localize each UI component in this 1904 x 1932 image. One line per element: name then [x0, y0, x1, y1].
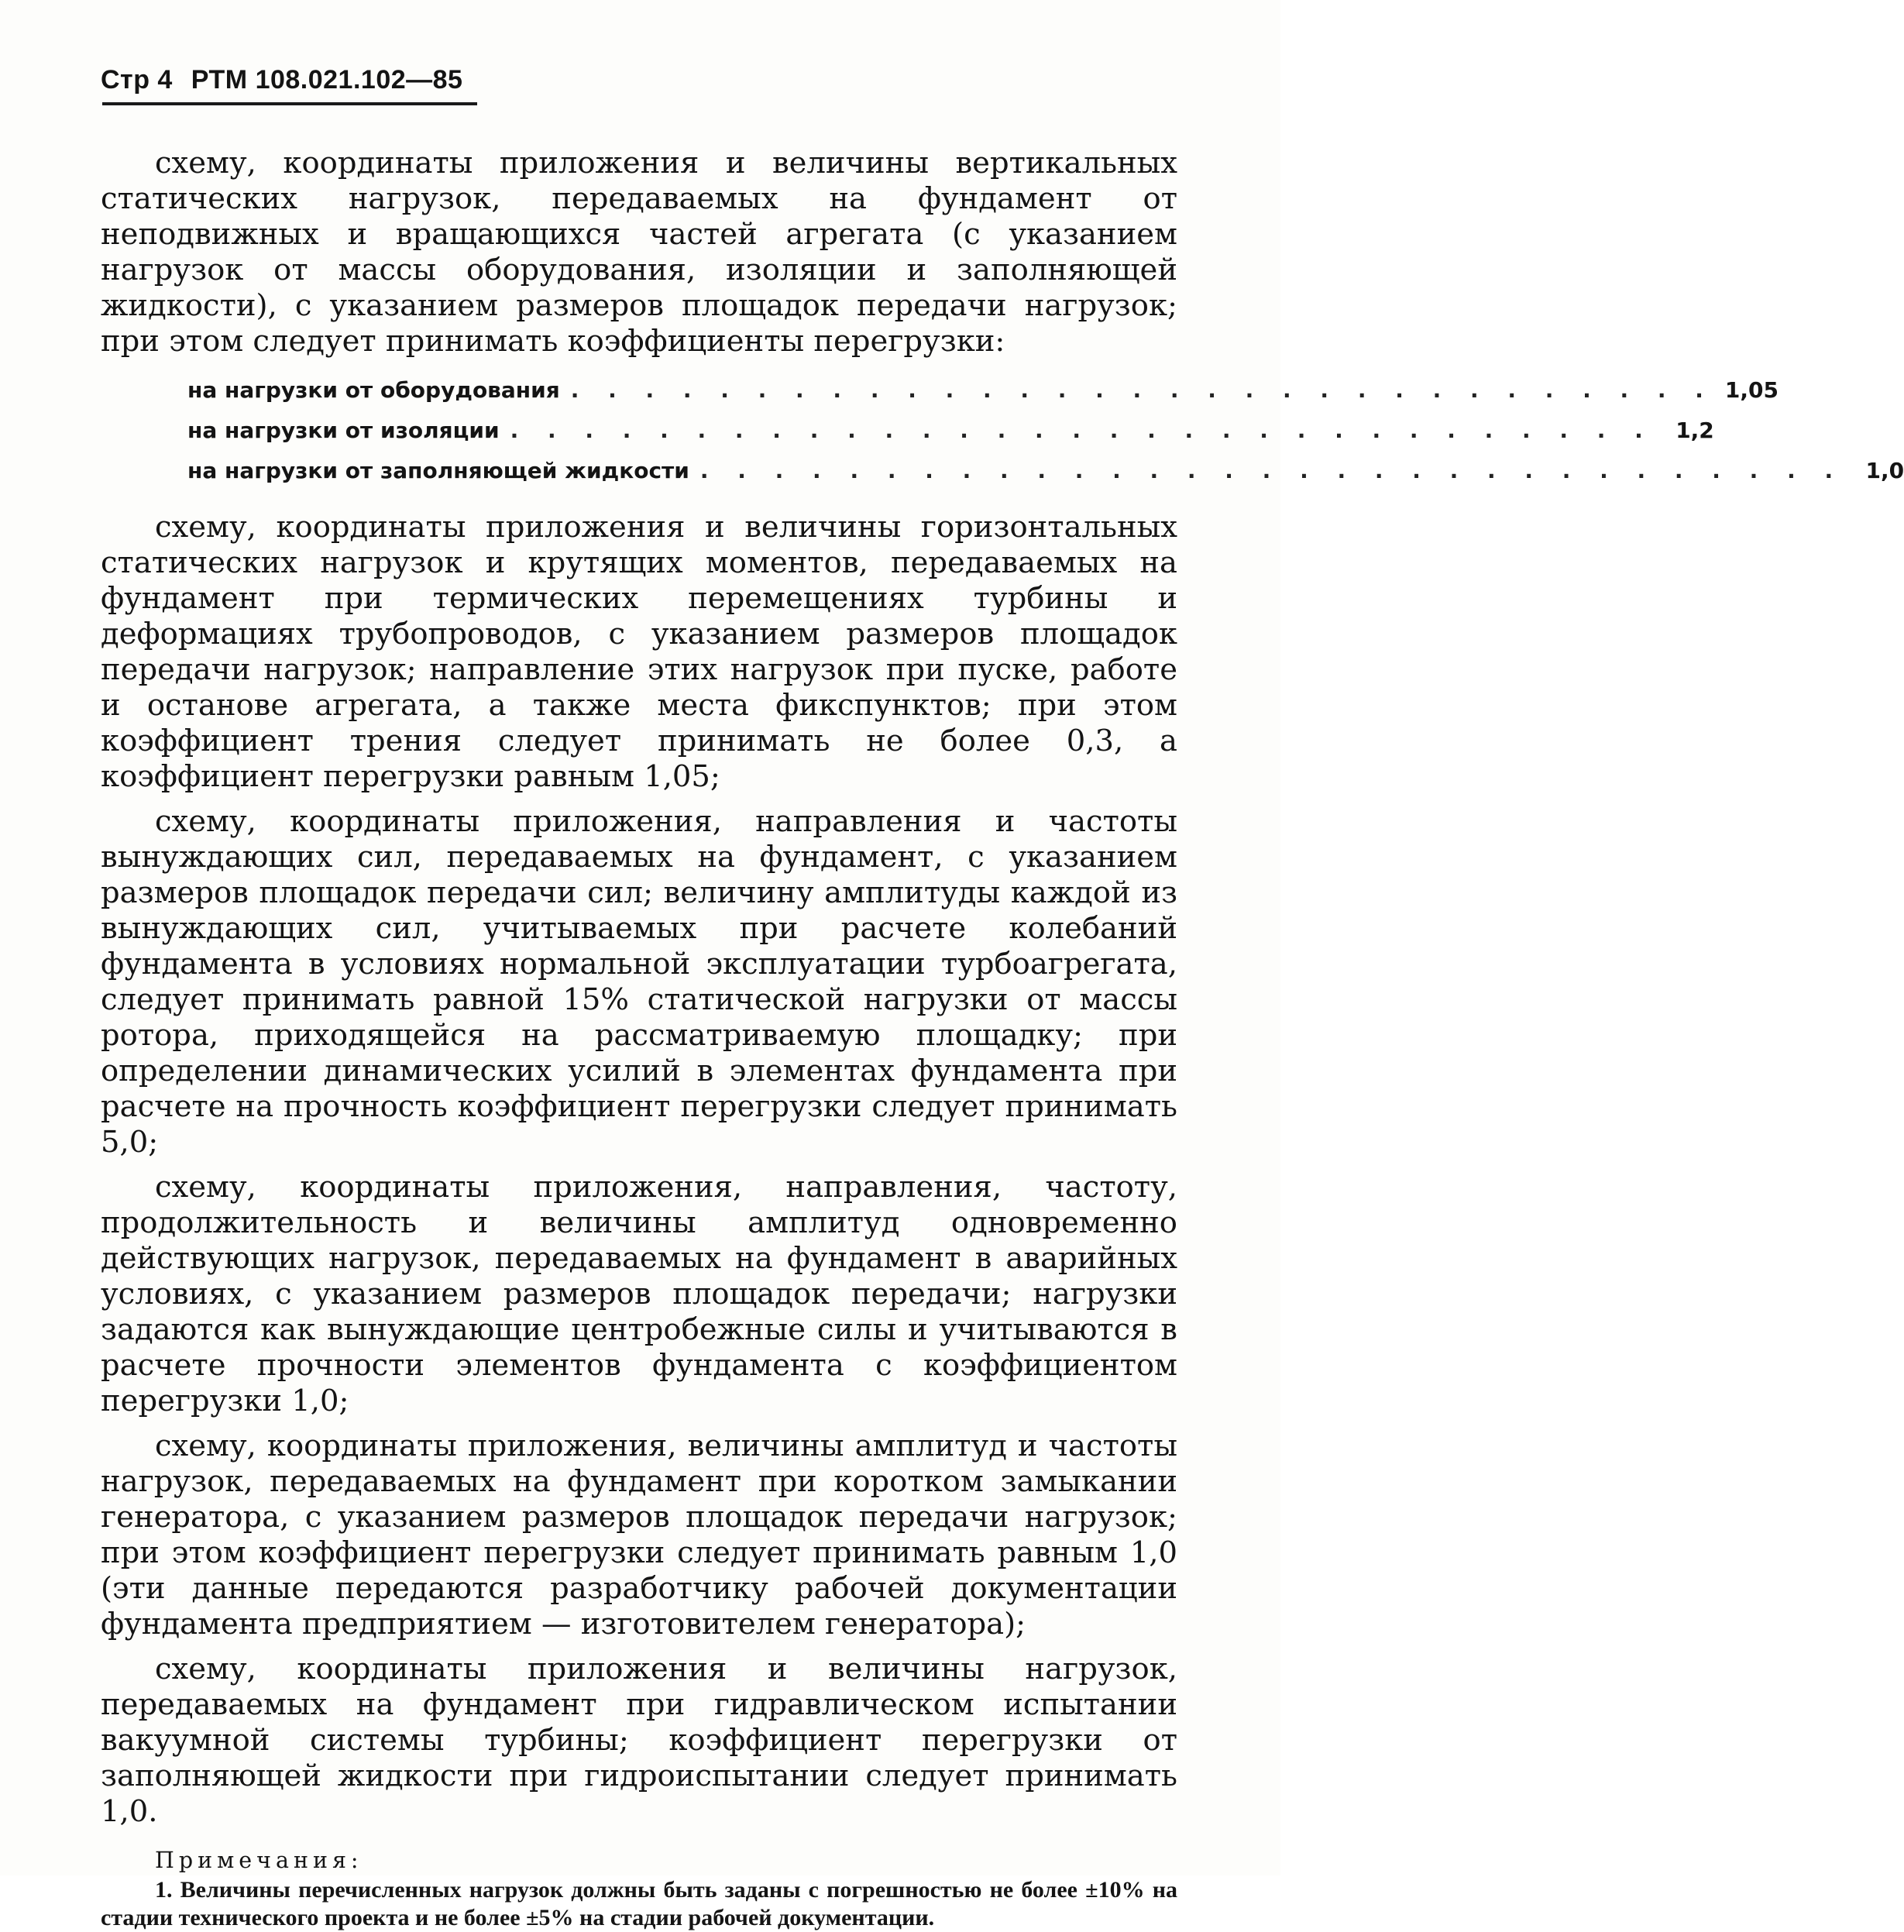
dot-leader: . . . . . . . . . . . . . . . . . . . . . . . . . . . . . . . [510, 418, 1654, 443]
paragraph-emergency-loads: схему, координаты приложения, направления, частоту, продолжительность и величины амплитуд одновременно действующих нагрузок, передаваемых на фундамент в аварийных условиях, с указанием размеров площадок передачи; нагрузки задаются как вынуждающие центробежные силы и учитываются в расчете прочности элементов фундамента с коэффициентом перегрузки 1,0; [101, 1170, 1177, 1418]
document-body [101, 146, 1904, 1932]
note-item: 1. Величины перечисленных нагрузок должны быть заданы с погрешностью не более ±10% на стадии технического проекта и не более ±5% на стадии рабочей документации. [101, 1877, 1177, 1930]
coefficient-label: на нагрузки от оборудования [187, 377, 560, 403]
overload-coefficient-list [187, 370, 1904, 491]
header-underline [102, 102, 477, 105]
coefficient-row [187, 411, 1714, 451]
paragraph-hydraulic-test-loads: схему, координаты приложения и величины нагрузок, передаваемых на фундамент при гидравлическом испытании вакуумной системы турбины; коэффициент перегрузки от заполняющей жидкости при гидроиспытании следует принимать 1,0. [101, 1652, 1177, 1829]
paragraph-short-circuit-loads: схему, координаты приложения, величины амплитуд и частоты нагрузок, передаваемых на фундамент при коротком замыкании генератора, с указанием размеров площадок передачи нагрузок; при этом коэффициент перегрузки следует принимать равным 1,0 (эти данные передаются разработчику рабочей документации фундамента предприятием — изготовителем генератора); [101, 1428, 1177, 1642]
document-code: РТМ 108.021.102—85 [191, 65, 463, 95]
coefficient-row [187, 451, 1904, 491]
dot-leader: . . . . . . . . . . . . . . . . . . . . . . . . . . . . . . . [570, 377, 1714, 403]
coefficient-row [187, 370, 1779, 411]
paragraph-exciting-forces: схему, координаты приложения, направления и частоты вынуждающих сил, передаваемых на фундамент, с указанием размеров площадок передачи сил; величину амплитуды каждой из вынуждающих сил, учитываемых при расчете колебаний фундамента в условиях нормальной эксплуатации турбоагрегата, следует принимать равной 15% статической нагрузки от массы ротора, приходящейся на рассматриваемую площадку; при определении динамических усилий в элементах фундамента при расчете на прочность коэффициент перегрузки следует принимать 5,0; [101, 804, 1177, 1160]
coefficient-value: 1,0 [1865, 458, 1904, 483]
coefficient-value: 1,05 [1724, 377, 1779, 403]
notes-section [101, 1847, 1177, 1932]
page-number-label: Стр 4 [101, 65, 173, 95]
coefficient-value: 1,2 [1675, 418, 1714, 443]
coefficient-label: на нагрузки от заполняющей жидкости [187, 458, 689, 483]
paragraph-vertical-loads: схему, координаты приложения и величины вертикальных статических нагрузок, передаваемых на фундамент от неподвижных и вращающихся частей агрегата (с указанием нагрузок от массы оборудования, изоляции и заполняющей жидкости), с указанием размеров площадок передачи нагрузок; при этом следует принимать коэффициенты перегрузки: [101, 146, 1177, 359]
paragraph-horizontal-loads: схему, координаты приложения и величины горизонтальных статических нагрузок и крутящих моментов, передаваемых на фундамент при термических перемещениях турбины и деформациях трубопроводов, с указанием размеров площадок передачи нагрузок; направление этих нагрузок при пуске, работе и останове агрегата, а также места фикспунктов; при этом коэффициент трения следует принимать не более 0,3, а коэффициент перегрузки равным 1,05; [101, 510, 1177, 794]
dot-leader: . . . . . . . . . . . . . . . . . . . . . . . . . . . . . . . [699, 458, 1844, 483]
notes-title: Примечания: [155, 1848, 363, 1873]
coefficient-label: на нагрузки от изоляции [187, 418, 500, 443]
page-header [101, 65, 462, 95]
